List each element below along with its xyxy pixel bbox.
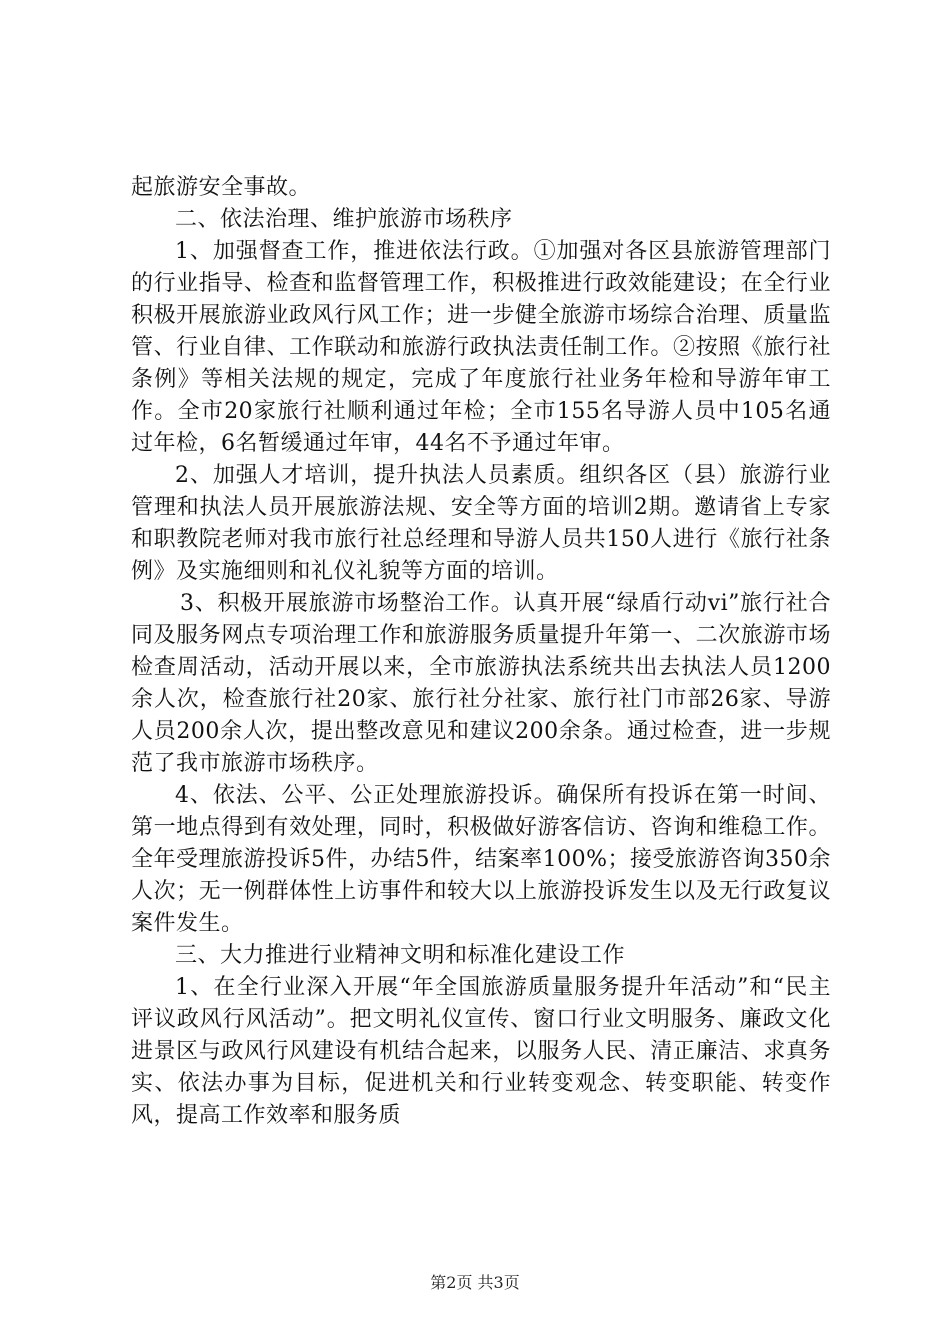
section-heading-3: 三、大力推进行业精神文明和标准化建设工作 — [175, 943, 626, 968]
paragraph-supervision: 1、加强督查工作，推进依法行政。①加强对各区县旅游管理部门的行业指导、检查和监督管理工作，积极推进行政效能建设；在全行业积极开展旅游业政风行风工作；进一步健全旅游市场综合治理、质量监管、行业自律、工作联动和旅游行政执法责任制工作。②按照《旅行社条例》等相关法规的规定，完成了年度旅行社业务年检和导游年审工作。全市20家旅行社顺利通过年检；全市155名导游人员中105名通过年检，6名暂缓通过年审，44名不予通过年审。 — [131, 239, 831, 456]
paragraph-training: 2、加强人才培训，提升执法人员素质。组织各区（县）旅游行业管理和执法人员开展旅游法规、安全等方面的培训2期。邀请省上专家和职教院老师对我市旅行社总经理和导游人员共150人进行《旅行社条例》及实施细则和礼仪礼貌等方面的培训。 — [131, 463, 831, 584]
section-heading-2: 二、依法治理、维护旅游市场秩序 — [175, 207, 513, 232]
paragraph-civilization: 1、在全行业深入开展“年全国旅游质量服务提升年活动”和“民主评议政风行风活动”。把文明礼仪宣传、窗口行业文明服务、廉政文化进景区与政风行风建设有机结合起来，以服务人民、清正廉洁、求真务实、依法办事为目标，促进机关和行业转变观念、转变职能、转变作风，提高工作效率和服务质 — [131, 975, 831, 1128]
document-body — [131, 172, 831, 1132]
paragraph-complaints: 4、依法、公平、公正处理旅游投诉。确保所有投诉在第一时间、第一地点得到有效处理，同时，积极做好游客信访、咨询和维稳工作。全年受理旅游投诉5件，办结5件，结案率100%；接受旅游咨询350余人次；无一例群体性上访事件和较大以上旅游投诉发生以及无行政复议案件发生。 — [131, 783, 831, 936]
paragraph-market-rectification: 3、积极开展旅游市场整治工作。认真开展“绿盾行动vi”旅行社合同及服务网点专项治理工作和旅游服务质量提升年第一、二次旅游市场检查周活动，活动开展以来，全市旅游执法系统共出去执法人员1200余人次，检查旅行社20家、旅行社分社家、旅行社门市部26家、导游人员200余人次，提出整改意见和建议200余条。通过检查，进一步规范了我市旅游市场秩序。 — [131, 591, 831, 776]
page-number-footer: 第2页 共3页 — [430, 1273, 520, 1292]
paragraph-continuation: 起旅游安全事故。 — [131, 175, 312, 200]
